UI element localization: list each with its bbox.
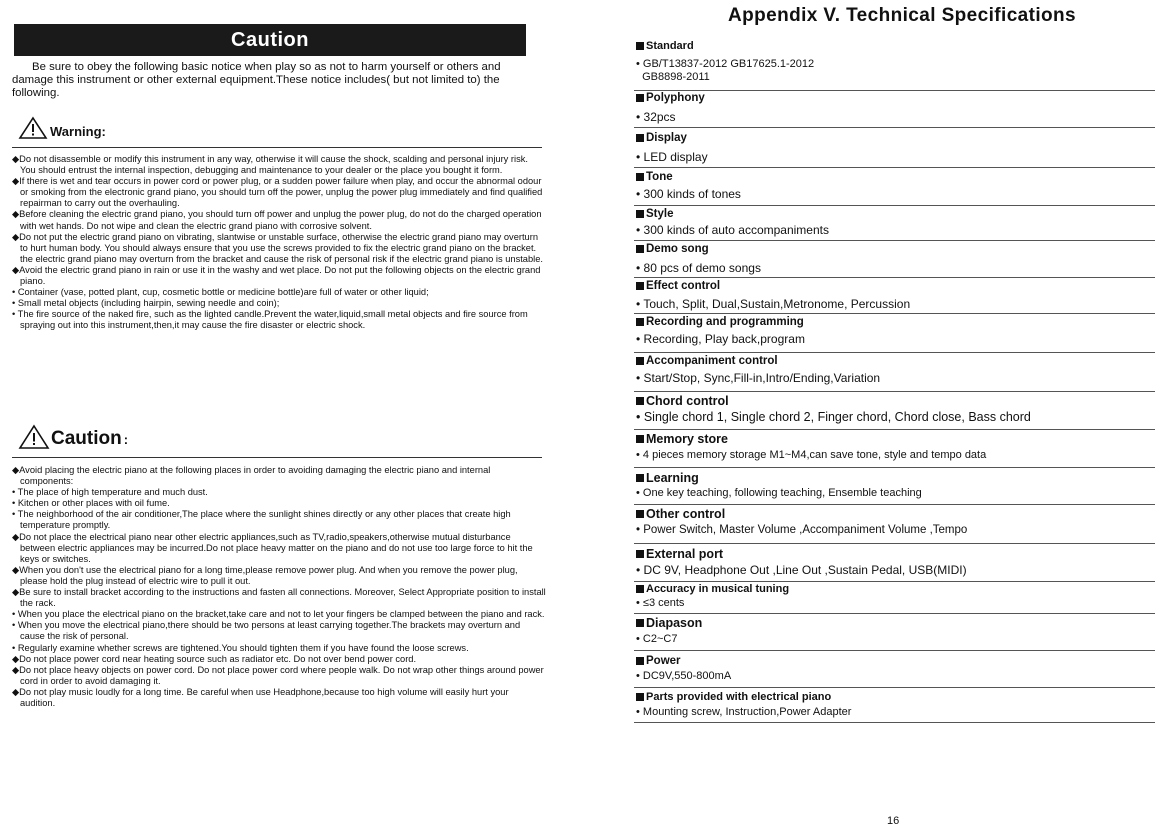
square-bullet-icon — [636, 550, 644, 558]
spec-row-standard — [634, 36, 1155, 91]
warning-heading — [18, 116, 106, 140]
spec-label: Learning — [636, 471, 699, 485]
warning-triangle-icon — [18, 116, 48, 140]
spec-row-other-control — [634, 504, 1155, 544]
spec-value: • Recording, Play back,program — [636, 332, 805, 346]
warning-item: ◆Do not put the electric grand piano on vibrating, slantwise or unstable surface, otherwise the electric grand piano may overturn to hurt human body. You should always ensure that you use the screws provided to fix the electric grand piano on the bracket. the electric grand piano may overturn from the bracket and cause the risk of personal risk if the electric grand piano is unstable. — [12, 231, 543, 264]
caution-item: • The neighborhood of the air conditioner,The place where the sunlight shines directly or any other places that create high temperature promptly. — [12, 509, 511, 531]
caution-item: ◆Do not place power cord near heating source such as radiator etc. Do not over bend power cord. — [12, 653, 417, 664]
spec-value: • 80 pcs of demo songs — [636, 261, 761, 275]
spec-label: Accompaniment control — [636, 355, 778, 367]
spec-label: Style — [636, 208, 674, 220]
warning-item: ◆Before cleaning the electric grand piano, you should turn off power and unplug the power plug, do not do the charged operation with wet hands. Do not wipe and clean the electric grand piano with corrosive solvent. — [12, 209, 542, 231]
spec-label: Standard — [636, 40, 694, 52]
spec-value: • 32pcs — [636, 110, 676, 124]
spec-value: • 300 kinds of auto accompaniments — [636, 223, 829, 237]
caution-item: • When you move the electrical piano,there should be two persons at least carrying together.The brackets may overturn and cause the risk of personal. — [12, 620, 521, 642]
square-bullet-icon — [636, 510, 644, 518]
spec-value: • One key teaching, following teaching, Ensemble teaching — [636, 487, 922, 499]
spec-label: Accuracy in musical tuning — [636, 583, 789, 595]
spec-value: • 300 kinds of tones — [636, 187, 741, 201]
spec-value: • LED display — [636, 150, 708, 164]
square-bullet-icon — [636, 357, 644, 365]
square-bullet-icon — [636, 210, 644, 218]
spec-value: • Single chord 1, Single chord 2, Finger chord, Chord close, Bass chord — [636, 410, 1031, 424]
spec-row-external-port — [634, 543, 1155, 582]
page-number: 16 — [887, 815, 900, 827]
spec-row-polyphony — [634, 90, 1155, 128]
caution-heading-colon: : — [123, 432, 129, 447]
intro-paragraph: Be sure to obey the following basic notice when play so as not to harm yourself or others and damage this instrument or other external equipment.These notice includes( but not limited to) the following. — [12, 61, 501, 99]
spec-label: Other control — [636, 507, 725, 521]
spec-value: • Start/Stop, Sync,Fill-in,Intro/Ending,Variation — [636, 371, 881, 385]
warning-item: ◆Avoid the electric grand piano in rain or use it in the washy and wet place. Do not put the following objects on the electric grand piano. — [12, 264, 541, 287]
spec-value: • ≤3 cents — [636, 597, 685, 609]
square-bullet-icon — [636, 657, 644, 665]
spec-row-accompaniment-control — [634, 352, 1155, 392]
square-bullet-icon — [636, 42, 644, 50]
spec-value: • Power Switch, Master Volume ,Accompaniment Volume ,Tempo — [636, 524, 968, 536]
warning-item: • Small metal objects (including hairpin, sewing needle and coin); — [12, 298, 280, 309]
square-bullet-icon — [636, 619, 644, 627]
square-bullet-icon — [636, 318, 644, 326]
spec-row-effect-control — [634, 277, 1155, 314]
spec-row-demo-song — [634, 240, 1155, 278]
spec-label: Memory store — [636, 432, 728, 446]
spec-label: Recording and programming — [636, 316, 804, 328]
spec-value: • GB/T13837-2012 GB17625.1-2012 GB8898-2011 — [636, 58, 815, 83]
spec-label: Display — [636, 132, 687, 144]
spec-row-learning — [634, 467, 1155, 505]
warning-item: ◆Do not disassemble or modify this instrument in any way, otherwise it will cause the shock, scalding and personal injury risk. You should entrust the internal inspection, debugging and maintenance to your dealer or the place you bought it form. — [12, 154, 528, 176]
warning-list — [12, 154, 546, 332]
caution-item: ◆Avoid placing the electric piano at the following places in order to avoiding damaging the electric piano and internal components: — [12, 465, 491, 487]
square-bullet-icon — [636, 474, 644, 482]
caution-item: ◆Do not play music loudly for a long time. Be careful when use Headphone,because too high volume will easily hurt your audition. — [12, 686, 509, 708]
spec-value: • DC9V,550-800mA — [636, 670, 732, 682]
caution-item: ◆Be sure to install bracket according to the instructions and fasten all connections. Moreover, Select Appropriate position to install the rack. — [12, 587, 546, 609]
spec-value: • 4 pieces memory storage M1~M4,can save tone, style and tempo data — [636, 449, 987, 461]
spec-value: • C2~C7 — [636, 633, 678, 645]
square-bullet-icon — [636, 282, 644, 290]
caution-banner: Caution — [14, 24, 526, 56]
caution-item: ◆Do not place heavy objects on power cord. Do not place power cord where people walk. Do not wrap other things around power cord in order to avoid damaging it. — [12, 664, 544, 686]
warning-divider — [12, 147, 542, 148]
square-bullet-icon — [636, 693, 644, 701]
spec-value: • Touch, Split, Dual,Sustain,Metronome, Percussion — [636, 297, 911, 311]
square-bullet-icon — [636, 94, 644, 102]
caution-triangle-icon — [18, 424, 50, 450]
caution-item: • Regularly examine whether screws are tightened.You should tighten them if you have found the loose screws. — [12, 642, 469, 653]
spec-label: Chord control — [636, 394, 729, 408]
spec-label: Diapason — [636, 616, 702, 630]
spec-row-display — [634, 127, 1155, 168]
warning-item: • Container (vase, potted plant, cup, cosmetic bottle or medicine bottle)are full of water or other liquid; — [12, 287, 429, 298]
square-bullet-icon — [636, 245, 644, 253]
square-bullet-icon — [636, 585, 644, 593]
spec-value: • DC 9V, Headphone Out ,Line Out ,Sustain Pedal, USB(MIDI) — [636, 563, 967, 577]
spec-label: Tone — [636, 171, 673, 183]
caution-item: • When you place the electrical piano on the bracket,take care and not to let your fingers be clamped between the piano and rack. — [12, 609, 545, 620]
spec-label: Polyphony — [636, 92, 705, 104]
caution-item: ◆When you don't use the electrical piano for a long time,please remove power plug. And when you remove the power plug, please hold the plug instead of electric wire to pull it out. — [12, 564, 518, 586]
spec-row-recording — [634, 313, 1155, 353]
spec-value: • Mounting screw, Instruction,Power Adapter — [636, 706, 852, 718]
spec-label: Power — [636, 655, 681, 667]
warning-item: ◆If there is wet and tear occurs in power cord or power plug, or a sudden power failure when play, and occur the abnormal odour or smoking from the electronic grand piano, you should turn off the power, unplug the power plug immediately and find qualified repairman to carry out the overhauling. — [12, 176, 543, 209]
appendix-title: Appendix V. Technical Specifications — [727, 5, 1077, 26]
caution-divider — [12, 457, 542, 458]
caution-heading-label: Caution — [51, 428, 122, 449]
spec-label: Demo song — [636, 243, 709, 255]
spec-label: External port — [636, 547, 723, 561]
spec-row-style — [634, 205, 1155, 241]
square-bullet-icon — [636, 173, 644, 181]
spec-row-memory-store — [634, 429, 1155, 468]
caution-item: • Kitchen or other places with oil fume. — [12, 498, 170, 509]
spec-row-parts-provided — [634, 687, 1155, 723]
spec-label: Parts provided with electrical piano — [636, 691, 831, 703]
spec-row-chord-control — [634, 391, 1155, 430]
caution-item: • The place of high temperature and much dust. — [12, 487, 208, 498]
spec-row-tone — [634, 167, 1155, 206]
caution-item: ◆Do not place the electrical piano near other electric appliances,such as TV,radio,speakers,otherwise mutual disturbance between electric appliances may be incurred.Do not place heavy matter on the piano and do not use too large force to hit the keys or switches. — [12, 531, 533, 564]
square-bullet-icon — [636, 134, 644, 142]
spec-row-accuracy — [634, 581, 1155, 614]
caution-list — [12, 465, 546, 709]
spec-row-power — [634, 650, 1155, 688]
spec-label: Effect control — [636, 280, 720, 292]
square-bullet-icon — [636, 435, 644, 443]
spec-row-diapason — [634, 613, 1155, 651]
warning-item: • The fire source of the naked fire, such as the lighted candle.Prevent the water,liquid,small metal objects and fire source from spraying out into this instrument,then,it may cause the fire disaster or electric shock. — [12, 309, 528, 331]
warning-heading-label: Warning: — [50, 124, 106, 139]
caution-heading — [18, 424, 128, 450]
square-bullet-icon — [636, 397, 644, 405]
